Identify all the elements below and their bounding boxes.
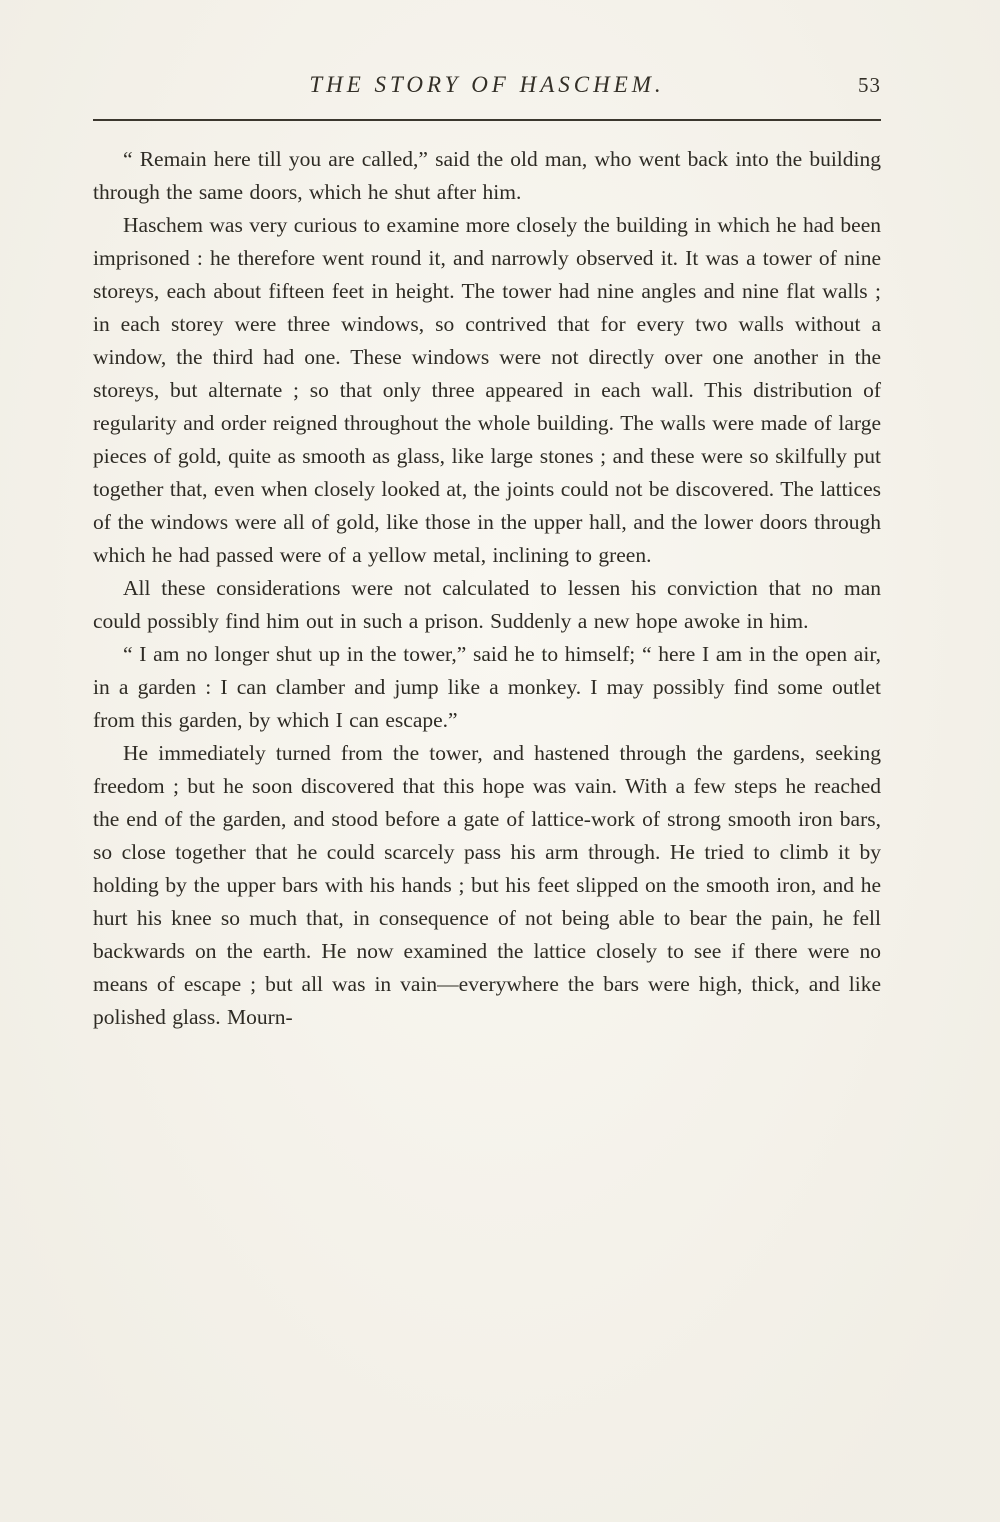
paragraph: All these considerations were not calculated to lessen his conviction that no man could possibly find him out in such a prison. Suddenly a new hope awoke in him. [93,576,881,633]
paragraph: Haschem was very curious to examine more closely the building in which he had been imprisoned : he therefore went round it, and narrowly observed it. It was a tower of nine storeys, each about fifteen feet in height. The tower had nine angles and nine flat walls ; in each storey were three windows, so contrived that for every two walls without a window, the third had one. These windows were not directly over one another in the storeys, but alternate ; so that only three appeared in each wall. This distribution of regularity and order reigned throughout the whole building. The walls were made of large pieces of gold, quite as smooth as glass, like large stones ; and these were so skilfully put together that, even when closely looked at, the joints could not be discovered. The lattices of the windows were all of gold, like those in the upper hall, and the lower doors through which he had passed were of a yellow metal, inclining to green. [93,213,881,567]
header-rule [93,119,881,121]
page-header [93,72,881,98]
running-title: THE STORY OF HASCHEM. [309,72,665,97]
paragraph: “ Remain here till you are called,” said the old man, who went back into the building through the same doors, which he shut after him. [93,147,881,204]
page-number: 53 [858,73,881,97]
paragraph: He immediately turned from the tower, and hastened through the gardens, seeking freedom ; but he soon discovered that this hope was vain. With a few steps he reached the end of the garden, and stood before a gate of lattice-work of strong smooth iron bars, so close together that he could scarcely pass his arm through. He tried to climb it by holding by the upper bars with his hands ; but his feet slipped on the smooth iron, and he hurt his knee so much that, in consequence of not being able to bear the pain, he fell backwards on the earth. He now examined the lattice closely to see if there were no means of escape ; but all was in vain—everywhere the bars were high, thick, and like polished glass. Mourn- [93,741,881,1029]
page-body [93,143,881,1034]
paragraph: “ I am no longer shut up in the tower,” said he to himself; “ here I am in the open air, in a garden : I can clamber and jump like a monkey. I may possibly find some outlet from this garden, by which I can escape.” [93,642,881,732]
